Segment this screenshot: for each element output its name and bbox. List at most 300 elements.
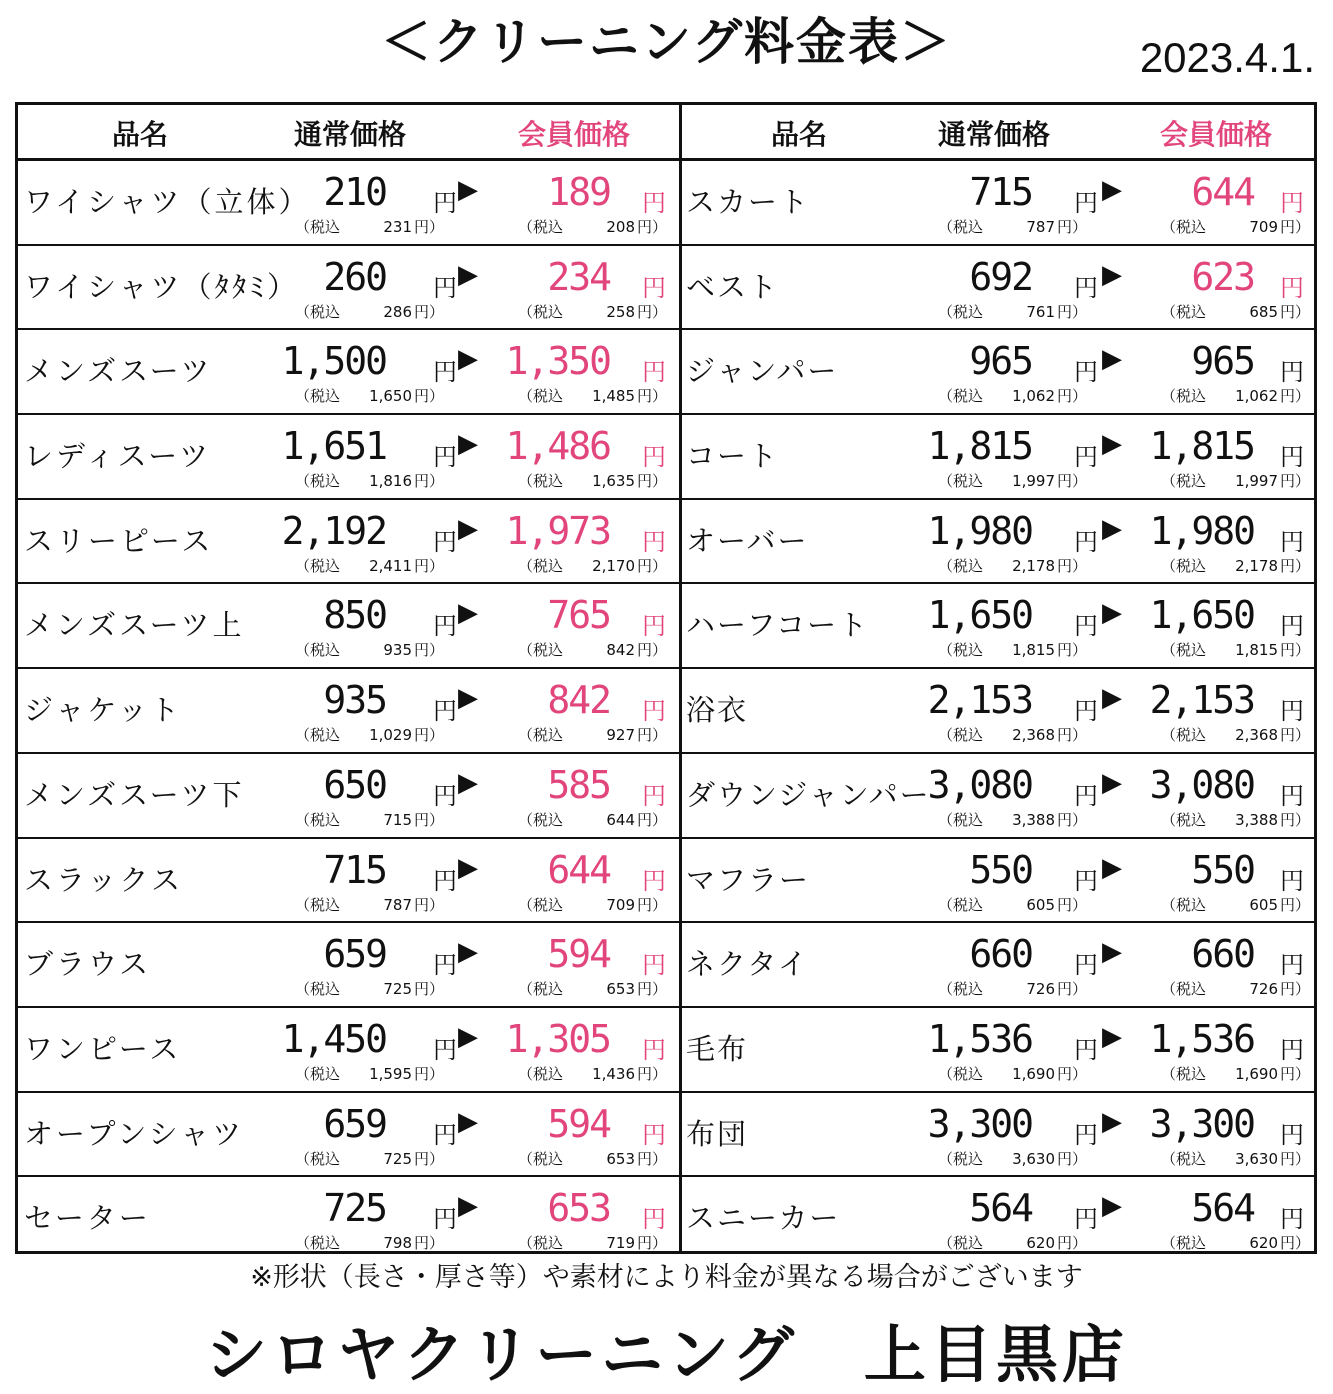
regular-price: 715 bbox=[323, 847, 386, 892]
table-row bbox=[682, 584, 1314, 669]
member-tax-included bbox=[518, 1148, 667, 1169]
tax-prefix: （税込 bbox=[295, 641, 341, 660]
tax-prefix: （税込 bbox=[295, 810, 341, 829]
tax-prefix: （税込 bbox=[518, 218, 564, 236]
member-price: 623 bbox=[1191, 254, 1254, 299]
header-regular-price: 通常価格 bbox=[294, 118, 407, 151]
member-price: 1,486 bbox=[505, 424, 610, 469]
member-tax-included bbox=[518, 809, 667, 830]
yen-label: 円 bbox=[642, 527, 666, 556]
tax-suffix: 円） bbox=[1057, 726, 1088, 745]
arrow-icon: ▶ bbox=[458, 1191, 478, 1222]
member-price: 965 bbox=[1191, 339, 1254, 384]
member-tax-value: 2,178 bbox=[1235, 556, 1279, 575]
regular-price: 1,980 bbox=[927, 508, 1032, 553]
regular-tax-value: 1,650 bbox=[369, 387, 413, 406]
tax-prefix: （税込 bbox=[1161, 1064, 1207, 1083]
tax-prefix: （税込 bbox=[1161, 387, 1207, 406]
tax-prefix: （税込 bbox=[518, 472, 564, 491]
regular-price: 715 bbox=[969, 170, 1032, 214]
yen-label: 円 bbox=[1074, 527, 1098, 556]
member-tax-included bbox=[518, 1063, 667, 1084]
yen-label: 円 bbox=[642, 697, 666, 726]
tax-prefix: （税込 bbox=[1161, 218, 1207, 236]
yen-label: 円 bbox=[1074, 951, 1098, 980]
table-row bbox=[18, 923, 679, 1008]
shop-name: シロヤクリーニング 上目黒店 bbox=[205, 1318, 1128, 1391]
regular-tax-value: 1,815 bbox=[1012, 641, 1056, 660]
tax-suffix: 円） bbox=[414, 387, 445, 406]
tax-suffix: 円） bbox=[637, 387, 668, 406]
tax-prefix: （税込 bbox=[518, 556, 564, 575]
tax-suffix: 円） bbox=[1280, 726, 1311, 745]
item-name: ワイシャツ（立体） bbox=[24, 185, 311, 219]
regular-tax-value: 726 bbox=[1026, 980, 1056, 999]
item-name: 浴衣 bbox=[686, 693, 749, 728]
tax-prefix: （税込 bbox=[1161, 1234, 1207, 1253]
yen-label: 円 bbox=[433, 697, 457, 726]
tax-prefix: （税込 bbox=[518, 1064, 564, 1083]
item-name: マフラー bbox=[686, 862, 811, 897]
arrow-icon: ▶ bbox=[458, 259, 478, 290]
table-row bbox=[18, 1093, 679, 1178]
regular-tax-included bbox=[295, 1148, 444, 1169]
yen-label: 円 bbox=[642, 866, 666, 895]
regular-tax-included bbox=[295, 470, 444, 491]
member-tax-value: 1,815 bbox=[1235, 641, 1279, 660]
member-tax-included bbox=[518, 894, 667, 915]
regular-tax-value: 935 bbox=[383, 641, 413, 660]
tax-suffix: 円） bbox=[1057, 895, 1088, 914]
regular-price: 3,080 bbox=[927, 762, 1032, 807]
regular-tax-value: 2,368 bbox=[1012, 726, 1056, 745]
tax-prefix: （税込 bbox=[518, 641, 564, 660]
member-tax-included bbox=[1161, 301, 1310, 322]
regular-price: 550 bbox=[969, 847, 1032, 892]
regular-tax-value: 3,630 bbox=[1012, 1149, 1056, 1168]
tax-prefix: （税込 bbox=[1161, 641, 1207, 660]
regular-price: 2,192 bbox=[281, 508, 386, 553]
regular-tax-value: 2,178 bbox=[1012, 556, 1056, 575]
member-price: 3,080 bbox=[1149, 762, 1254, 807]
regular-tax-value: 1,029 bbox=[369, 726, 413, 745]
member-tax-included bbox=[518, 639, 667, 660]
yen-label: 円 bbox=[1280, 697, 1304, 726]
tax-suffix: 円） bbox=[414, 1149, 445, 1168]
regular-tax-included bbox=[295, 385, 444, 406]
table-row bbox=[682, 754, 1314, 839]
yen-label: 円 bbox=[1280, 866, 1304, 895]
tax-suffix: 円） bbox=[1280, 556, 1311, 575]
regular-price: 1,450 bbox=[281, 1016, 386, 1061]
tax-suffix: 円） bbox=[1280, 641, 1311, 660]
regular-price: 692 bbox=[969, 254, 1032, 299]
member-tax-included bbox=[1161, 724, 1310, 745]
regular-tax-included bbox=[938, 724, 1087, 745]
regular-price: 1,815 bbox=[927, 424, 1032, 469]
yen-label: 円 bbox=[1280, 358, 1304, 387]
table-row bbox=[682, 161, 1314, 246]
regular-tax-value: 3,388 bbox=[1012, 810, 1056, 829]
regular-tax-included bbox=[938, 1148, 1087, 1169]
member-tax-value: 258 bbox=[606, 302, 636, 321]
tax-prefix: （税込 bbox=[1161, 895, 1207, 914]
tax-prefix: （税込 bbox=[1161, 810, 1207, 829]
yen-label: 円 bbox=[1074, 1205, 1098, 1234]
yen-label: 円 bbox=[1280, 612, 1304, 641]
tax-prefix: （税込 bbox=[938, 1234, 984, 1253]
header-item-name: 品名 bbox=[770, 118, 827, 151]
regular-price: 660 bbox=[969, 932, 1032, 977]
tax-suffix: 円） bbox=[637, 1064, 668, 1083]
member-tax-included bbox=[1161, 978, 1310, 999]
regular-tax-value: 798 bbox=[383, 1234, 413, 1253]
member-tax-value: 653 bbox=[606, 980, 636, 999]
arrow-icon: ▶ bbox=[1102, 1191, 1122, 1222]
tax-prefix: （税込 bbox=[938, 1064, 984, 1083]
tax-suffix: 円） bbox=[637, 472, 668, 491]
arrow-icon: ▶ bbox=[1102, 344, 1122, 375]
regular-tax-value: 1,690 bbox=[1012, 1064, 1056, 1083]
table-row bbox=[682, 923, 1314, 1008]
regular-tax-value: 725 bbox=[383, 980, 413, 999]
tax-prefix: （税込 bbox=[518, 387, 564, 406]
tax-suffix: 円） bbox=[414, 641, 445, 660]
yen-label: 円 bbox=[433, 1205, 457, 1234]
member-price: 1,536 bbox=[1149, 1016, 1254, 1061]
regular-tax-value: 787 bbox=[383, 895, 413, 914]
yen-label: 円 bbox=[1074, 781, 1098, 810]
effective-date: 2023.4.1. bbox=[1139, 34, 1315, 81]
regular-tax-value: 1,062 bbox=[1012, 387, 1056, 406]
table-row bbox=[682, 1093, 1314, 1178]
tax-suffix: 円） bbox=[637, 556, 668, 575]
item-name: ワンピース bbox=[24, 1031, 182, 1066]
member-tax-value: 709 bbox=[1249, 218, 1279, 236]
member-price: 3,300 bbox=[1149, 1101, 1254, 1146]
yen-label: 円 bbox=[642, 1035, 666, 1064]
tax-prefix: （税込 bbox=[938, 641, 984, 660]
table-row bbox=[18, 754, 679, 839]
tax-suffix: 円） bbox=[637, 302, 668, 321]
tax-suffix: 円） bbox=[1057, 218, 1088, 236]
tax-prefix: （税込 bbox=[518, 980, 564, 999]
member-price: 660 bbox=[1191, 932, 1254, 977]
item-name: メンズスーツ上 bbox=[24, 608, 245, 643]
tax-suffix: 円） bbox=[1057, 1149, 1088, 1168]
member-tax-value: 605 bbox=[1249, 895, 1279, 914]
table-row bbox=[18, 415, 679, 500]
arrow-icon: ▶ bbox=[1102, 852, 1122, 883]
header-member-price: 会員価格 bbox=[1160, 118, 1273, 151]
tax-prefix: （税込 bbox=[295, 1149, 341, 1168]
arrow-icon: ▶ bbox=[1102, 767, 1122, 798]
regular-tax-included bbox=[938, 555, 1087, 576]
tax-suffix: 円） bbox=[1057, 472, 1088, 491]
tax-suffix: 円） bbox=[414, 556, 445, 575]
tax-suffix: 円） bbox=[637, 980, 668, 999]
regular-price: 2,153 bbox=[927, 678, 1032, 723]
yen-label: 円 bbox=[1074, 866, 1098, 895]
regular-price: 1,650 bbox=[927, 593, 1032, 638]
arrow-icon: ▶ bbox=[458, 1021, 478, 1052]
tax-prefix: （税込 bbox=[938, 218, 984, 236]
yen-label: 円 bbox=[1280, 443, 1304, 472]
yen-label: 円 bbox=[1280, 273, 1304, 302]
tax-prefix: （税込 bbox=[295, 387, 341, 406]
item-name: ハーフコート bbox=[686, 608, 870, 643]
member-tax-value: 208 bbox=[606, 218, 636, 236]
member-tax-value: 709 bbox=[606, 895, 636, 914]
tax-prefix: （税込 bbox=[938, 302, 984, 321]
tax-prefix: （税込 bbox=[518, 1234, 564, 1253]
regular-tax-included bbox=[295, 809, 444, 830]
tax-prefix: （税込 bbox=[1161, 302, 1207, 321]
regular-price: 659 bbox=[323, 1101, 386, 1146]
yen-label: 円 bbox=[433, 1035, 457, 1064]
arrow-icon: ▶ bbox=[458, 1106, 478, 1137]
member-price: 1,650 bbox=[1149, 593, 1254, 638]
member-price: 550 bbox=[1191, 847, 1254, 892]
yen-label: 円 bbox=[642, 951, 666, 980]
price-table bbox=[15, 102, 1317, 1254]
yen-label: 円 bbox=[433, 273, 457, 302]
tax-prefix: （税込 bbox=[295, 1234, 341, 1253]
regular-tax-included bbox=[295, 1232, 444, 1253]
tax-prefix: （税込 bbox=[938, 387, 984, 406]
tax-suffix: 円） bbox=[637, 1149, 668, 1168]
item-name: スリーピース bbox=[24, 523, 214, 558]
regular-price: 650 bbox=[323, 762, 386, 807]
regular-tax-included bbox=[938, 639, 1087, 660]
tax-suffix: 円） bbox=[1057, 302, 1088, 321]
price-table-left bbox=[18, 105, 679, 1251]
tax-prefix: （税込 bbox=[518, 810, 564, 829]
tax-suffix: 円） bbox=[1280, 1064, 1311, 1083]
member-price: 234 bbox=[547, 254, 610, 299]
regular-tax-included bbox=[938, 1232, 1087, 1253]
arrow-icon: ▶ bbox=[1102, 175, 1122, 205]
regular-tax-value: 761 bbox=[1026, 302, 1056, 321]
yen-label: 円 bbox=[1074, 1120, 1098, 1149]
arrow-icon: ▶ bbox=[458, 429, 478, 460]
yen-label: 円 bbox=[1280, 1035, 1304, 1064]
tax-suffix: 円） bbox=[637, 218, 668, 236]
member-tax-value: 726 bbox=[1249, 980, 1279, 999]
member-tax-value: 842 bbox=[606, 641, 636, 660]
yen-label: 円 bbox=[1074, 697, 1098, 726]
tax-prefix: （税込 bbox=[1161, 726, 1207, 745]
member-tax-value: 927 bbox=[606, 726, 636, 745]
arrow-icon: ▶ bbox=[458, 683, 478, 714]
tax-prefix: （税込 bbox=[295, 1064, 341, 1083]
regular-tax-included bbox=[938, 894, 1087, 915]
member-tax-included bbox=[1161, 809, 1310, 830]
tax-prefix: （税込 bbox=[295, 302, 341, 321]
tax-prefix: （税込 bbox=[295, 726, 341, 745]
tax-suffix: 円） bbox=[1280, 980, 1311, 999]
tax-suffix: 円） bbox=[637, 641, 668, 660]
member-tax-value: 1,436 bbox=[592, 1064, 636, 1083]
member-price: 842 bbox=[547, 678, 610, 723]
regular-tax-included bbox=[295, 301, 444, 322]
regular-price: 3,300 bbox=[927, 1101, 1032, 1146]
table-row bbox=[18, 669, 679, 754]
tax-suffix: 円） bbox=[1057, 810, 1088, 829]
yen-label: 円 bbox=[642, 443, 666, 472]
yen-label: 円 bbox=[433, 189, 457, 217]
right-rows bbox=[682, 161, 1314, 1262]
member-tax-included bbox=[518, 470, 667, 491]
tax-prefix: （税込 bbox=[295, 556, 341, 575]
tax-prefix: （税込 bbox=[295, 895, 341, 914]
tax-suffix: 円） bbox=[637, 1234, 668, 1253]
regular-tax-included bbox=[295, 639, 444, 660]
regular-price: 260 bbox=[323, 254, 386, 299]
yen-label: 円 bbox=[433, 866, 457, 895]
member-tax-value: 653 bbox=[606, 1149, 636, 1168]
arrow-icon: ▶ bbox=[1102, 1106, 1122, 1137]
yen-label: 円 bbox=[433, 443, 457, 472]
regular-tax-included bbox=[938, 978, 1087, 999]
member-tax-value: 1,997 bbox=[1235, 472, 1279, 491]
tax-suffix: 円） bbox=[414, 980, 445, 999]
yen-label: 円 bbox=[642, 1120, 666, 1149]
yen-label: 円 bbox=[433, 612, 457, 641]
member-tax-value: 1,635 bbox=[592, 472, 636, 491]
tax-suffix: 円） bbox=[1280, 218, 1311, 236]
arrow-icon: ▶ bbox=[458, 598, 478, 629]
tax-prefix: （税込 bbox=[1161, 472, 1207, 491]
yen-label: 円 bbox=[1280, 527, 1304, 556]
tax-suffix: 円） bbox=[414, 218, 445, 236]
table-row bbox=[682, 500, 1314, 585]
table-header bbox=[682, 105, 1314, 161]
yen-label: 円 bbox=[642, 273, 666, 302]
member-tax-value: 1,062 bbox=[1235, 387, 1279, 406]
item-name: メンズスーツ bbox=[24, 354, 213, 389]
regular-tax-value: 787 bbox=[1026, 218, 1056, 236]
member-price: 1,815 bbox=[1149, 424, 1254, 469]
item-name: オーバー bbox=[686, 523, 809, 558]
tax-suffix: 円） bbox=[414, 726, 445, 745]
regular-price: 659 bbox=[323, 932, 386, 977]
member-tax-value: 644 bbox=[606, 810, 636, 829]
regular-price: 935 bbox=[323, 678, 386, 723]
member-price: 1,350 bbox=[505, 339, 610, 384]
tax-suffix: 円） bbox=[414, 810, 445, 829]
yen-label: 円 bbox=[642, 358, 666, 387]
regular-tax-value: 725 bbox=[383, 1149, 413, 1168]
regular-tax-value: 620 bbox=[1026, 1234, 1056, 1253]
tax-prefix: （税込 bbox=[518, 302, 564, 321]
tax-suffix: 円） bbox=[414, 1064, 445, 1083]
arrow-icon: ▶ bbox=[1102, 513, 1122, 544]
member-tax-included bbox=[518, 724, 667, 745]
arrow-icon: ▶ bbox=[458, 937, 478, 968]
member-tax-included bbox=[1161, 639, 1310, 660]
yen-label: 円 bbox=[1074, 358, 1098, 387]
member-price: 1,973 bbox=[505, 508, 610, 553]
member-tax-included bbox=[1161, 216, 1310, 237]
member-tax-included bbox=[518, 301, 667, 322]
tax-suffix: 円） bbox=[1057, 980, 1088, 999]
regular-tax-value: 1,816 bbox=[369, 472, 413, 491]
header-regular-price: 通常価格 bbox=[938, 118, 1051, 151]
tax-prefix: （税込 bbox=[1161, 1149, 1207, 1168]
regular-tax-value: 1,595 bbox=[369, 1064, 413, 1083]
tax-suffix: 円） bbox=[1280, 810, 1311, 829]
tax-prefix: （税込 bbox=[938, 895, 984, 914]
member-price: 594 bbox=[547, 932, 610, 977]
tax-suffix: 円） bbox=[414, 1234, 445, 1253]
member-tax-included bbox=[1161, 470, 1310, 491]
member-tax-value: 2,170 bbox=[592, 556, 636, 575]
tax-prefix: （税込 bbox=[938, 726, 984, 745]
table-row bbox=[682, 1177, 1314, 1262]
regular-price: 564 bbox=[969, 1186, 1032, 1231]
item-name: オープンシャツ bbox=[24, 1116, 245, 1151]
member-tax-value: 2,368 bbox=[1235, 726, 1279, 745]
yen-label: 円 bbox=[1074, 1035, 1098, 1064]
tax-suffix: 円） bbox=[1057, 556, 1088, 575]
table-row bbox=[18, 246, 679, 331]
tax-suffix: 円） bbox=[1280, 1234, 1311, 1253]
arrow-icon: ▶ bbox=[1102, 259, 1122, 290]
item-name: 毛布 bbox=[686, 1031, 749, 1066]
table-row bbox=[18, 330, 679, 415]
member-tax-value: 3,630 bbox=[1235, 1149, 1279, 1168]
left-rows bbox=[18, 161, 679, 1262]
arrow-icon: ▶ bbox=[1102, 1021, 1122, 1052]
item-name: ネクタイ bbox=[686, 947, 809, 982]
member-price: 594 bbox=[547, 1101, 610, 1146]
item-name: スニーカー bbox=[686, 1201, 841, 1236]
regular-tax-included bbox=[938, 809, 1087, 830]
member-tax-value: 685 bbox=[1249, 302, 1279, 321]
tax-prefix: （税込 bbox=[938, 810, 984, 829]
tax-suffix: 円） bbox=[1057, 387, 1088, 406]
member-tax-included bbox=[1161, 1148, 1310, 1169]
arrow-icon: ▶ bbox=[1102, 683, 1122, 714]
yen-label: 円 bbox=[642, 1205, 666, 1234]
arrow-icon: ▶ bbox=[458, 513, 478, 544]
regular-tax-included bbox=[938, 385, 1087, 406]
tax-suffix: 円） bbox=[1280, 387, 1311, 406]
regular-tax-included bbox=[938, 1063, 1087, 1084]
regular-tax-included bbox=[938, 301, 1087, 322]
table-row bbox=[18, 1008, 679, 1093]
item-name: 布団 bbox=[686, 1116, 749, 1151]
regular-price: 210 bbox=[323, 170, 386, 214]
yen-label: 円 bbox=[642, 612, 666, 641]
regular-tax-included bbox=[295, 978, 444, 999]
table-row bbox=[18, 1177, 679, 1262]
member-tax-included bbox=[518, 216, 667, 237]
member-tax-included bbox=[1161, 555, 1310, 576]
regular-tax-value: 286 bbox=[383, 302, 413, 321]
member-tax-included bbox=[1161, 1063, 1310, 1084]
page-title: ＜クリーニング料金表＞ bbox=[381, 13, 952, 71]
tax-suffix: 円） bbox=[1057, 1234, 1088, 1253]
member-tax-value: 719 bbox=[606, 1234, 636, 1253]
yen-label: 円 bbox=[433, 781, 457, 810]
member-price: 644 bbox=[547, 847, 610, 892]
member-tax-included bbox=[518, 385, 667, 406]
regular-tax-included bbox=[938, 216, 1087, 237]
member-price: 644 bbox=[1191, 170, 1254, 214]
header-member-price: 会員価格 bbox=[518, 118, 631, 151]
